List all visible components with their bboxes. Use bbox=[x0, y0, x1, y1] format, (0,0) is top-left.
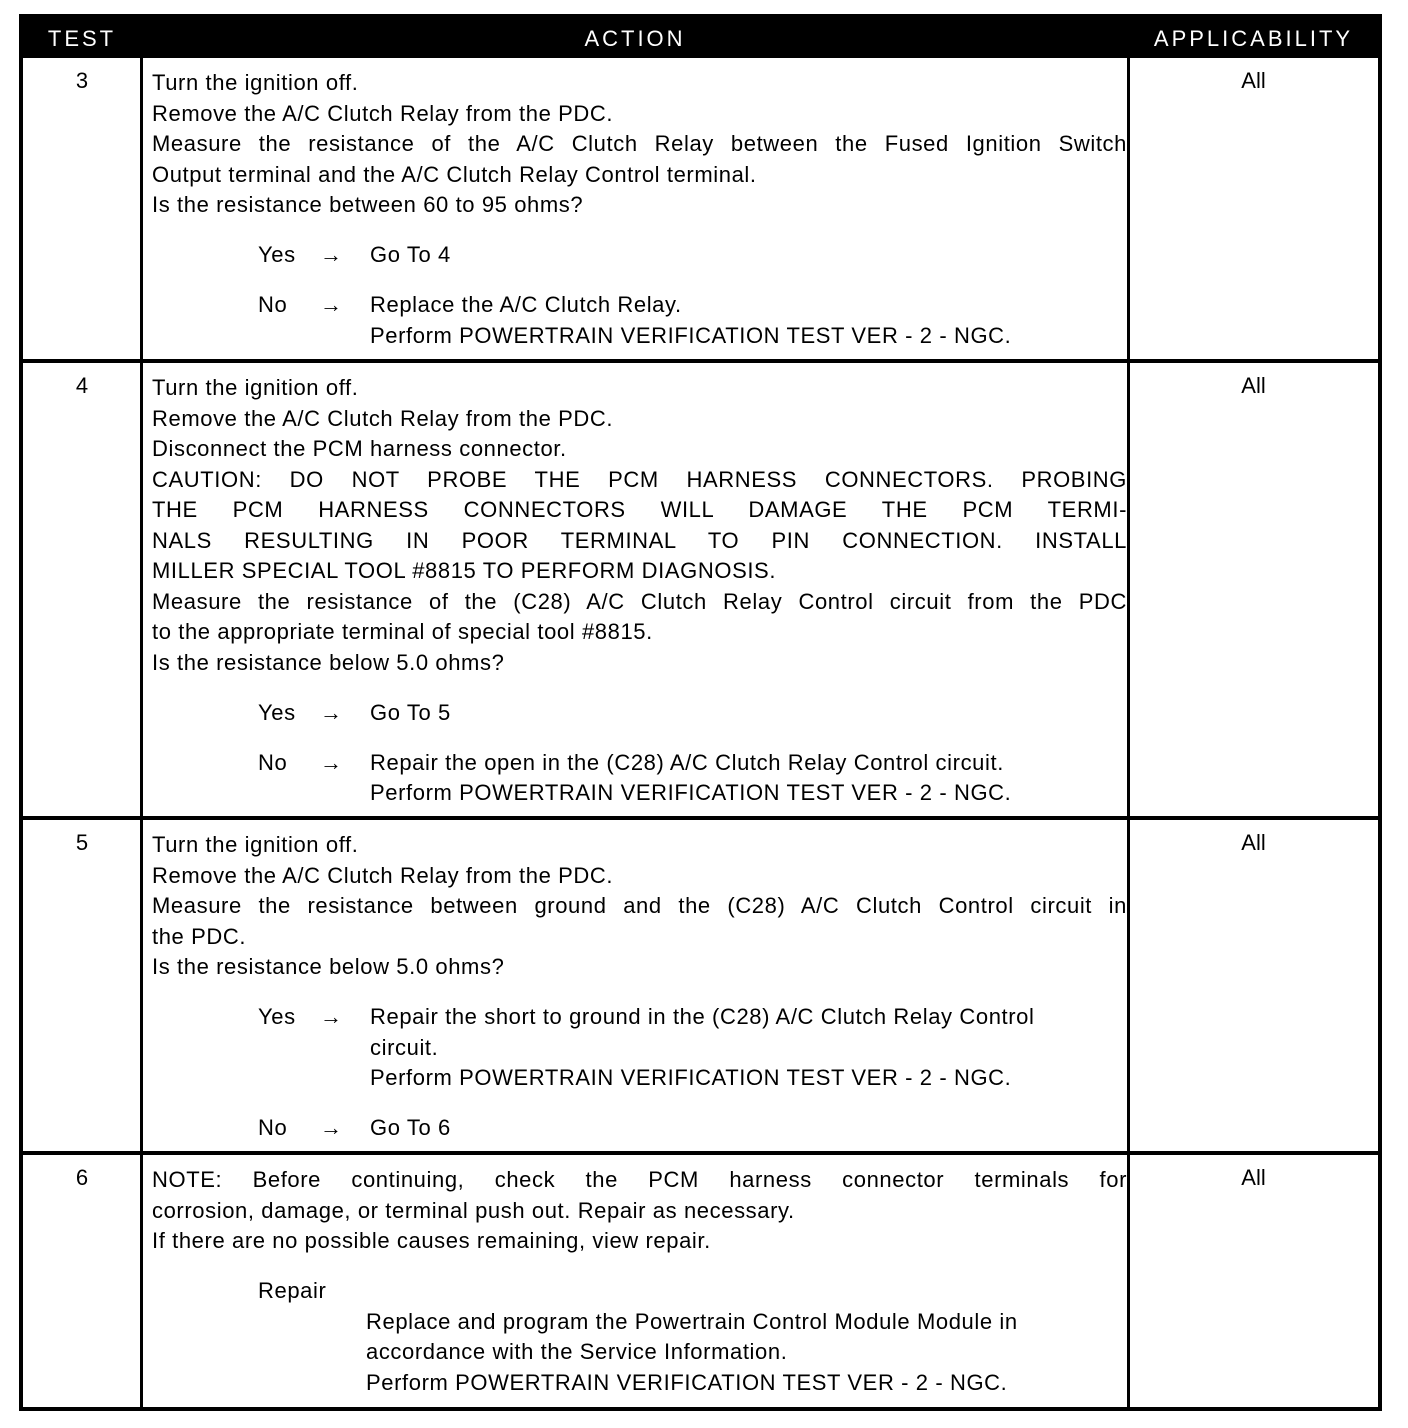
repair-line: Perform POWERTRAIN VERIFICATION TEST VER - 2 - NGC. bbox=[366, 1369, 1008, 1395]
action-line: CAUTION: DO NOT PROBE THE PCM HARNESS CONNECTORS. PROBING bbox=[152, 466, 1127, 492]
action-line: Turn the ignition off. bbox=[152, 832, 359, 857]
yes-result bbox=[152, 698, 1127, 729]
applicability: All bbox=[1241, 1165, 1266, 1190]
arrow-icon: → bbox=[320, 749, 343, 775]
no-text: Replace the A/C Clutch Relay. bbox=[370, 292, 682, 317]
action-cell bbox=[152, 373, 1127, 809]
applicability: All bbox=[1241, 373, 1266, 398]
yes-label: Yes bbox=[258, 1004, 296, 1029]
action-line: NOTE: Before continuing, check the PCM harness connector terminals for bbox=[152, 1167, 1127, 1192]
no-result bbox=[152, 1113, 1127, 1144]
action-line: If there are no possible causes remaining, view repair. bbox=[152, 1228, 711, 1253]
yes-text: Go To 5 bbox=[370, 699, 451, 725]
table-row bbox=[23, 1155, 1378, 1407]
action-line: Output terminal and the A/C Clutch Relay Control terminal. bbox=[152, 161, 757, 187]
action-line: Turn the ignition off. bbox=[152, 70, 359, 95]
arrow-icon: → bbox=[320, 699, 343, 725]
yes-result bbox=[152, 240, 1127, 271]
table-row bbox=[23, 363, 1378, 816]
yes-text: Go To 4 bbox=[370, 242, 451, 267]
no-result bbox=[152, 290, 1127, 321]
table-header bbox=[23, 18, 1378, 58]
action-line: Turn the ignition off. bbox=[152, 375, 359, 400]
test-number: 3 bbox=[75, 68, 89, 93]
action-line: THE PCM HARNESS CONNECTORS WILL DAMAGE THE PCM TERMI- bbox=[152, 497, 1127, 522]
arrow-icon: → bbox=[320, 1004, 343, 1029]
no-text: Go To 6 bbox=[370, 1115, 451, 1140]
test-number: 6 bbox=[75, 1165, 89, 1190]
action-line: MILLER SPECIAL TOOL #8815 TO PERFORM DIAGNOSIS. bbox=[152, 558, 777, 583]
yes-result bbox=[152, 1002, 1127, 1033]
header-applicability: APPLICABILITY bbox=[1153, 26, 1354, 51]
diagnostic-table bbox=[19, 14, 1382, 1411]
repair-line: accordance with the Service Information. bbox=[366, 1339, 788, 1364]
no-continuation: Perform POWERTRAIN VERIFICATION TEST VER - 2 - NGC. bbox=[370, 780, 1012, 805]
action-line: Remove the A/C Clutch Relay from the PDC. bbox=[152, 862, 614, 888]
arrow-icon: → bbox=[320, 1115, 343, 1140]
action-line: Measure the resistance of the (C28) A/C Clutch Relay Control circuit from the PDC bbox=[152, 588, 1127, 614]
action-line: NALS RESULTING IN POOR TERMINAL TO PIN CONNECTION. INSTALL bbox=[152, 527, 1127, 553]
action-line: to the appropriate terminal of special tool #8815. bbox=[152, 619, 653, 644]
yes-label: Yes bbox=[258, 242, 296, 267]
table-row bbox=[23, 58, 1378, 359]
no-label: No bbox=[258, 292, 288, 317]
action-line: the PDC. bbox=[152, 923, 247, 949]
no-continuation: Perform POWERTRAIN VERIFICATION TEST VER - 2 - NGC. bbox=[370, 322, 1012, 348]
action-line: Is the resistance below 5.0 ohms? bbox=[152, 649, 505, 675]
no-label: No bbox=[258, 749, 288, 775]
action-cell bbox=[152, 1165, 1127, 1398]
yes-label: Yes bbox=[258, 699, 296, 725]
action-line: Is the resistance below 5.0 ohms? bbox=[152, 954, 505, 979]
no-result bbox=[152, 748, 1127, 779]
arrow-icon: → bbox=[320, 242, 343, 267]
test-number: 4 bbox=[75, 373, 89, 398]
action-cell bbox=[152, 830, 1127, 1144]
action-line: Measure the resistance between ground and the (C28) A/C Clutch Control circuit in bbox=[152, 893, 1127, 918]
action-cell bbox=[152, 68, 1127, 351]
action-line: corrosion, damage, or terminal push out. Repair as necessary. bbox=[152, 1197, 795, 1223]
action-line: Remove the A/C Clutch Relay from the PDC. bbox=[152, 100, 614, 126]
action-line: Is the resistance between 60 to 95 ohms? bbox=[152, 192, 584, 217]
action-line: Measure the resistance of the A/C Clutch Relay between the Fused Ignition Switch bbox=[152, 131, 1127, 156]
arrow-icon: → bbox=[320, 292, 343, 317]
header-test: TEST bbox=[47, 26, 117, 51]
yes-text: Repair the short to ground in the (C28) A/C Clutch Relay Control bbox=[370, 1004, 1035, 1029]
applicability: All bbox=[1241, 830, 1266, 855]
repair-label: Repair bbox=[258, 1278, 327, 1303]
no-label: No bbox=[258, 1115, 288, 1140]
yes-continuation: Perform POWERTRAIN VERIFICATION TEST VER - 2 - NGC. bbox=[370, 1065, 1012, 1090]
no-text: Repair the open in the (C28) A/C Clutch Relay Control circuit. bbox=[370, 749, 1004, 775]
repair-line: Replace and program the Powertrain Control Module Module in bbox=[366, 1308, 1018, 1334]
yes-continuation: circuit. bbox=[370, 1034, 439, 1060]
action-line: Disconnect the PCM harness connector. bbox=[152, 436, 567, 461]
test-number: 5 bbox=[75, 830, 89, 855]
applicability: All bbox=[1241, 68, 1266, 93]
action-line: Remove the A/C Clutch Relay from the PDC. bbox=[152, 405, 614, 431]
table-row bbox=[23, 820, 1378, 1151]
header-action: ACTION bbox=[584, 26, 686, 51]
